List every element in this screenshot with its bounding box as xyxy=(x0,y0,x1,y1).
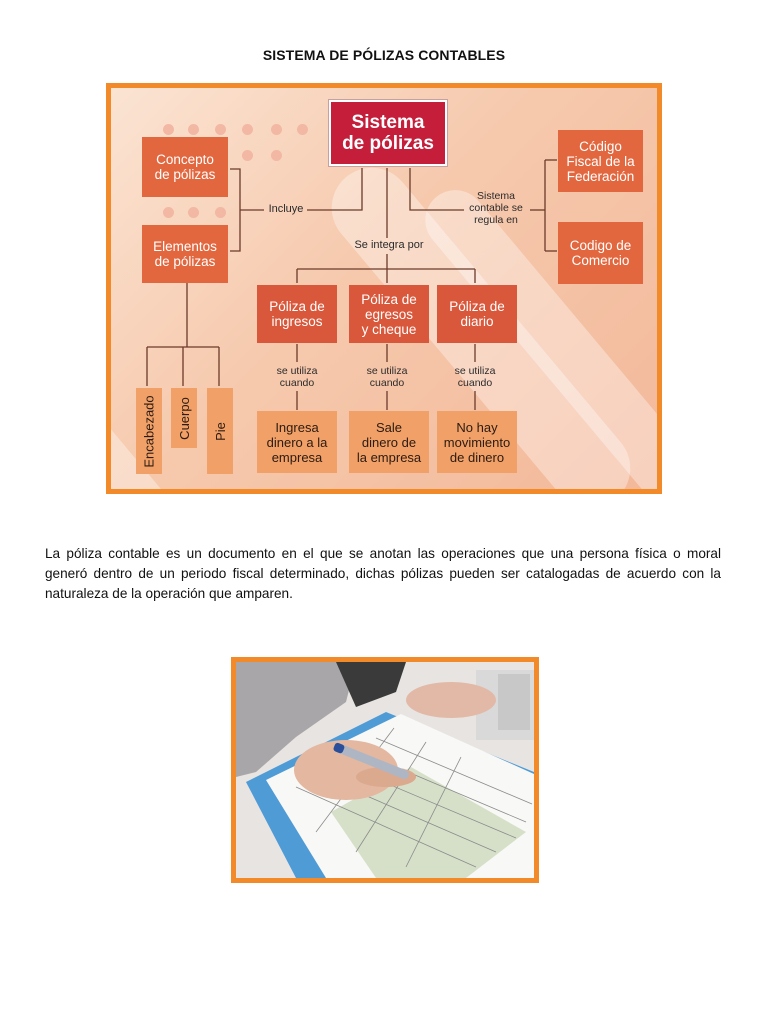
se-utiliza-label: se utiliza cuando xyxy=(454,365,496,389)
poliza-diario-node: Póliza de diario xyxy=(437,285,517,343)
element-cuerpo-label: Cuerpo xyxy=(176,396,192,440)
incluye-label: Incluye xyxy=(268,203,304,215)
polizas-diagram xyxy=(106,83,662,494)
concepto-node: Concepto de pólizas xyxy=(142,137,228,197)
element-pie-label: Pie xyxy=(212,421,228,441)
poliza-ingresos-node: Póliza de ingresos xyxy=(257,285,337,343)
accounting-photo xyxy=(231,657,539,883)
photo-hand-writing-form-icon xyxy=(236,662,534,878)
page-title: SISTEMA DE PÓLIZAS CONTABLES xyxy=(262,47,506,63)
element-encabezado-label: Encabezado xyxy=(141,394,157,468)
body-paragraph: La póliza contable es un documento en el que se anotan las operaciones que una persona física o moral generó dentro de un periodo fiscal determinado, dichas pólizas pueden ser catalogadas de acuerdo con la naturaleza de la operación que amparen. xyxy=(45,546,721,601)
se-utiliza-label: se utiliza cuando xyxy=(276,365,318,389)
outcome-sale: Sale dinero de la empresa xyxy=(349,411,429,473)
outcome-ingresa: Ingresa dinero a la empresa xyxy=(257,411,337,473)
codigo-fiscal-node: Código Fiscal de la Federación xyxy=(558,130,643,192)
element-pie xyxy=(207,388,233,474)
outcome-no-hay: No hay movimiento de dinero xyxy=(437,411,517,473)
regula-label: Sistema contable se regula en xyxy=(469,190,523,226)
element-cuerpo xyxy=(171,388,197,448)
codigo-comercio-node: Codigo de Comercio xyxy=(558,222,643,284)
poliza-egresos-node: Póliza de egresos y cheque xyxy=(349,285,429,343)
integra-label: Se integra por xyxy=(354,239,424,251)
elementos-node: Elementos de pólizas xyxy=(142,225,228,283)
se-utiliza-label: se utiliza cuando xyxy=(366,365,408,389)
element-encabezado xyxy=(136,388,162,474)
main-node: Sistema de pólizas xyxy=(329,100,447,166)
